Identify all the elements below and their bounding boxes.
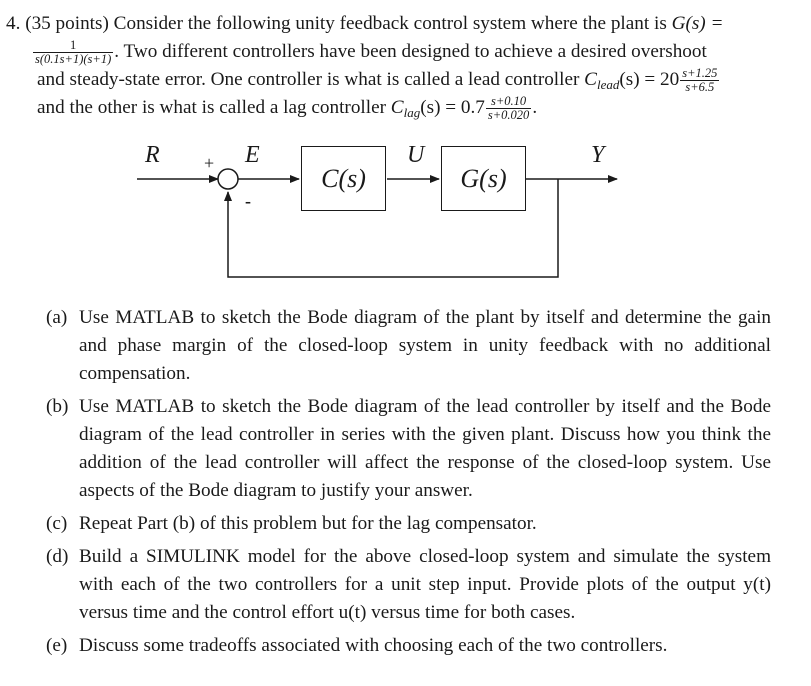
- problem-line-4-text: and the other is what is called a lag controller: [37, 97, 386, 118]
- part-c-text: Repeat Part (b) of this problem but for the lag compensator.: [79, 513, 537, 534]
- part-c: [46, 510, 771, 538]
- label-e: E: [245, 142, 260, 168]
- problem-line-1: [6, 10, 776, 38]
- part-e-label: (e): [46, 635, 68, 656]
- problem-statement: [6, 10, 776, 122]
- part-e-text: Discuss some tradeoffs associated with choosing each of the two controllers.: [79, 635, 668, 656]
- part-d-label: (d): [46, 546, 69, 567]
- part-d-text: Build a SIMULINK model for the above closed-loop system and simulate the system with each of the two controllers for a unit step input. Provide plots of the output y(t) versus time and the control effort u(t) versus time for both cases.: [79, 546, 771, 623]
- problem-intro: Consider the following unity feedback control system where the plant is: [113, 13, 667, 34]
- part-a-text: Use MATLAB to sketch the Bode diagram of the plant by itself and determine the gain and phase margin of the closed-loop system in unity feedback with no additional compensation.: [79, 307, 771, 384]
- lead-controller-name: C: [584, 69, 597, 90]
- lag-numerator: s+0.10: [486, 95, 531, 109]
- block-diagram: [135, 140, 625, 285]
- part-b-text: Use MATLAB to sketch the Bode diagram of the lead controller by itself and the Bode diagram of the lead controller in series with the given plant. Discuss how you think the addition of the lead controller will affect the response of the closed-loop system. Use aspects of the Bode diagram to justify your answer.: [79, 396, 771, 501]
- lead-numerator: s+1.25: [682, 66, 718, 81]
- problem-points: (35 points): [25, 13, 109, 34]
- plant-numerator: 1: [33, 39, 113, 53]
- controller-label: C(s): [321, 163, 366, 193]
- lead-eq: (s) = 20: [619, 69, 680, 90]
- problem-line-4: [6, 94, 776, 122]
- plant-fraction: [33, 39, 113, 66]
- problem-number: 4.: [6, 13, 21, 34]
- problem-parts: [46, 304, 771, 665]
- part-b-label: (b): [46, 396, 69, 417]
- summing-junction: [218, 169, 238, 189]
- lag-controller-name: C: [390, 97, 404, 118]
- part-e: [46, 632, 771, 660]
- plant-denominator: s(0.1s+1)(s+1): [35, 52, 112, 67]
- part-b: [46, 393, 771, 505]
- part-d: [46, 543, 771, 627]
- problem-line-3: [6, 66, 776, 94]
- problem-line-2: $\frac{1}{s(0.1s+1)(s+1)}$ . Two different controllers have been designed to achieve a desired overshoot: [35, 38, 707, 67]
- lag-subscript: lag: [403, 105, 421, 120]
- lag-denominator: s+0.020: [487, 108, 530, 123]
- part-a-label: (a): [46, 307, 68, 328]
- lead-subscript: lead: [596, 77, 620, 92]
- plant-label: G(s): [460, 163, 507, 193]
- plus-sign: +: [204, 153, 215, 173]
- label-u: U: [407, 142, 425, 168]
- lag-period: .: [532, 97, 538, 118]
- problem-line-2-text: Two different controllers have been designed to achieve a desired overshoot: [123, 41, 707, 62]
- lag-fraction: [486, 95, 531, 122]
- lag-eq: (s) = 0.7: [420, 97, 485, 118]
- part-a: [46, 304, 771, 388]
- problem-line-3-text: and steady-state error. One controller is what is called a lead controller: [37, 69, 580, 90]
- controller-block: [301, 146, 386, 211]
- plant-block: [441, 146, 526, 211]
- label-r: R: [145, 142, 160, 168]
- lead-denominator: s+6.5: [685, 80, 715, 95]
- part-c-label: (c): [46, 513, 68, 534]
- lead-fraction: [680, 67, 719, 94]
- minus-sign: -: [245, 191, 251, 211]
- plant-lhs: G(s) =: [671, 13, 724, 34]
- label-y: Y: [591, 142, 605, 168]
